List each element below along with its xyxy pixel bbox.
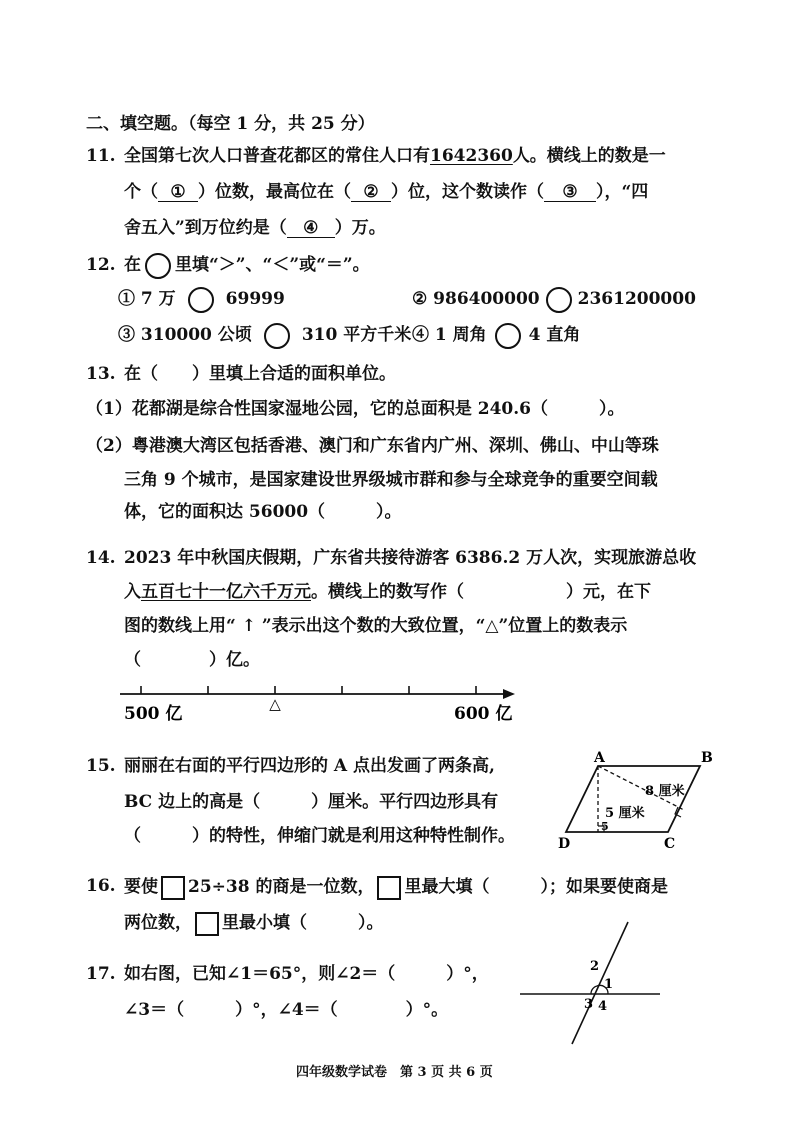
blank-4: ④ xyxy=(287,220,335,238)
blank-2: ② xyxy=(351,184,391,202)
axis-label-right: 600 亿 xyxy=(454,704,513,724)
q13-part2-line2: 三角 9 个城市，是国家建设世界级城市群和参与全球竞争的重要空间载 xyxy=(124,470,658,490)
q11-number: 11. xyxy=(86,146,116,166)
digit-box-ref xyxy=(377,876,401,900)
blank-1: ① xyxy=(158,184,198,202)
q11-line2: 个（ ① ）位数，最高位在（ ② ）位，这个数读作（ ③ ），“四 xyxy=(124,182,649,202)
q11-line3: 舍五入”到万位约是（ ④ ）万。 xyxy=(124,218,386,238)
q14-line4: （ ）亿。 xyxy=(124,650,260,670)
section-title: 二、填空题。（每空 1 分，共 25 分） xyxy=(86,114,375,134)
q17-line1: 如右图，已知∠1＝65°，则∠2＝（ ）°， xyxy=(124,964,489,984)
compare-circle-2[interactable] xyxy=(546,287,572,313)
label-c: C xyxy=(664,836,676,852)
blank-3: ③ xyxy=(544,184,596,202)
label-d: D xyxy=(558,836,571,852)
q13-number: 13. xyxy=(86,364,116,384)
q14-line2: 入五百七十一亿六千万元。横线上的数写作（ ）元，在下 xyxy=(124,582,651,602)
q17-number: 17. xyxy=(86,964,116,984)
parallelogram xyxy=(566,766,700,832)
page-footer: 四年级数学试卷 第 3 页 共 6 页 xyxy=(296,1065,493,1080)
q14-line1: 2023 年中秋国庆假期，广东省共接待游客 6386.2 万人次，实现旅游总收 xyxy=(124,548,697,568)
q12-item4: ④ 1 周角 4 直角 xyxy=(412,320,580,350)
q15-number: 15. xyxy=(86,756,116,776)
q11-line1: 全国第七次人口普查花都区的常住人口有1642360人。横线上的数是一 xyxy=(124,146,666,166)
q12-instruction: 在 里填“＞”、“＜”或“＝”。 xyxy=(124,250,370,280)
compare-circle-3[interactable] xyxy=(264,323,290,349)
q12-item1: ① 7 万 69999 xyxy=(118,284,285,314)
label-b: B xyxy=(701,750,713,766)
q15-line3: （ ）的特性，伸缩门就是利用这种特性制作。 xyxy=(124,826,515,846)
q16-line1: 要使 25÷38 的商是一位数， 里最大填（ ）；如果要使商是 xyxy=(124,873,668,901)
q12-item2: ② 986400000 2361200000 xyxy=(412,284,696,314)
compare-circle-1[interactable] xyxy=(188,287,214,313)
compare-circle-4[interactable] xyxy=(495,323,521,349)
q16-number: 16. xyxy=(86,876,116,896)
label-5cm: 5 厘米 xyxy=(605,806,645,821)
amount-in-words: 五百七十一亿六千万元 xyxy=(141,582,311,602)
digit-box[interactable] xyxy=(161,876,185,900)
number-line-arrowhead xyxy=(503,689,515,699)
q14-number: 14. xyxy=(86,548,116,568)
q12-number: 12. xyxy=(86,255,116,275)
q12-item3: ③ 310000 公顷 310 平方千米 xyxy=(118,320,411,350)
compare-circle xyxy=(145,253,171,279)
q16-line2: 两位数， 里最小填（ ）。 xyxy=(124,909,384,937)
digit-box-ref xyxy=(195,912,219,936)
q15-line2: BC 边上的高是（ ）厘米。平行四边形具有 xyxy=(124,792,499,812)
angle-label-4: 4 xyxy=(598,999,608,1014)
triangle-marker: △ xyxy=(269,695,281,713)
angle-label-2: 2 xyxy=(590,959,600,974)
q14-line3: 图的数线上用“ ↑ ”表示出这个数的大致位置，“△”位置上的数表示 xyxy=(124,616,628,636)
q15-line1: 丽丽在右面的平行四边形的 A 点出发画了两条高, xyxy=(124,756,495,776)
population-number: 1642360 xyxy=(430,146,513,166)
label-8cm: 8 厘米 xyxy=(645,784,685,799)
parallelogram-figure xyxy=(550,748,720,856)
q17-line2: ∠3＝（ ）°，∠4＝（ ）°。 xyxy=(124,1000,449,1020)
label-5-small: 5 xyxy=(601,820,609,833)
number-line xyxy=(110,678,530,728)
q13-part2-line1: （2）粤港澳大湾区包括香港、澳门和广东省内广州、深圳、佛山、中山等珠 xyxy=(86,436,659,456)
slanted-line xyxy=(572,922,628,1044)
q13-part2-line3: 体，它的面积达 56000（ ）。 xyxy=(124,502,402,522)
angle-label-1: 1 xyxy=(604,977,614,992)
label-a: A xyxy=(594,750,605,766)
axis-label-left: 500 亿 xyxy=(124,704,183,724)
angle-figure xyxy=(510,918,670,1048)
q13-heading: 在（ ）里填上合适的面积单位。 xyxy=(124,364,396,384)
angle-label-3: 3 xyxy=(584,997,594,1012)
q13-part1: （1）花都湖是综合性国家湿地公园，它的总面积是 240.6（ ）。 xyxy=(86,399,625,419)
